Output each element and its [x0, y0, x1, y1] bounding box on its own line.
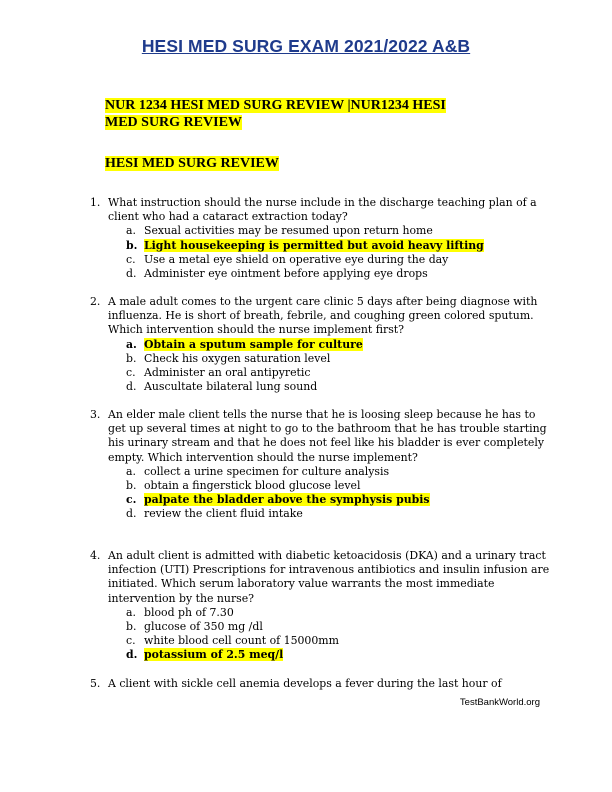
option-text: Sexual activities may be resumed upon return home: [144, 224, 433, 238]
answer-option: [90, 606, 550, 620]
option-letter: c.: [126, 493, 137, 507]
review-heading-line2: MED SURG REVIEW: [105, 114, 242, 130]
answer-option-correct: [90, 239, 550, 253]
option-text: Administer eye ointment before applying eye drops: [144, 267, 428, 281]
answer-option: [90, 253, 550, 267]
question-1: [90, 196, 550, 281]
answer-options: [90, 465, 550, 522]
option-letter: a.: [126, 337, 137, 351]
section-heading: [105, 156, 279, 172]
question-number: 3.: [90, 408, 101, 421]
option-text: potassium of 2.5 meq/l: [144, 648, 284, 662]
option-text: Obtain a sputum sample for culture: [144, 337, 363, 351]
question-number: 4.: [90, 549, 101, 562]
answer-option: [90, 352, 550, 366]
option-text: obtain a fingerstick blood glucose level: [144, 479, 361, 493]
option-letter: b.: [126, 351, 137, 365]
option-text: blood ph of 7.30: [144, 605, 234, 619]
option-letter: a.: [126, 224, 136, 238]
option-text: white blood cell count of 15000mm: [144, 634, 339, 648]
option-letter: b.: [126, 238, 138, 252]
answer-option-correct: [90, 648, 550, 662]
answer-option: [90, 380, 550, 394]
option-text: Check his oxygen saturation level: [144, 351, 331, 365]
answer-options: [90, 606, 550, 663]
question-stem: A male adult comes to the urgent care clinic 5 days after being diagnose with influenza. He is short of breath, febrile, and coughing green colored sputum. Which intervention should the nurse implement first?: [108, 295, 538, 337]
option-text: glucose of 350 mg /dl: [144, 620, 263, 634]
review-heading-line1: NUR 1234 HESI MED SURG REVIEW |NUR1234 HESI: [105, 98, 446, 113]
page-title: HESI MED SURG EXAM 2021/2022 A&B: [141, 36, 471, 56]
answer-option: [90, 479, 550, 493]
question-stem: An elder male client tells the nurse that he is loosing sleep because he has to get up several times at night to go to the bathroom that he has trouble starting his urinary stream and that he does not feel like his bladder is ever completely empty. Which intervention should the nurse implement?: [108, 408, 547, 464]
answer-option: [90, 267, 550, 281]
review-heading: [105, 98, 505, 131]
option-letter: d.: [126, 267, 137, 281]
option-letter: c.: [126, 252, 136, 266]
question-number: 2.: [90, 295, 101, 308]
answer-option: [90, 366, 550, 380]
answer-options: [90, 338, 550, 395]
answer-option: [90, 224, 550, 238]
option-letter: c.: [126, 634, 136, 648]
question-2: [90, 295, 550, 394]
answer-options: [90, 224, 550, 281]
answer-option: [90, 507, 550, 521]
option-text: Auscultate bilateral lung sound: [144, 380, 318, 394]
question-5: [90, 677, 550, 691]
option-letter: a.: [126, 605, 136, 619]
footer-source: TestBankWorld.org: [459, 697, 540, 708]
answer-option-correct: [90, 493, 550, 507]
question-stem: An adult client is admitted with diabetic ketoacidosis (DKA) and a urinary tract infection (UTI) Prescriptions for intravenous antibiotics and insulin infusion are initiated. Which serum laboratory value warrants the most immediate intervention by the nurse?: [108, 549, 550, 605]
answer-option: [90, 634, 550, 648]
option-text: review the client fluid intake: [144, 507, 303, 521]
section-heading-text: HESI MED SURG REVIEW: [105, 156, 279, 171]
option-text: Light housekeeping is permitted but avoid heavy lifting: [144, 238, 484, 252]
answer-option-correct: [90, 338, 550, 352]
question-3: [90, 408, 550, 522]
option-text: collect a urine specimen for culture analysis: [144, 464, 390, 478]
question-stem: A client with sickle cell anemia develops a fever during the last hour of: [108, 677, 502, 690]
option-text: Administer an oral antipyretic: [144, 366, 311, 380]
answer-option: [90, 620, 550, 634]
question-4: [90, 549, 550, 663]
option-letter: d.: [126, 380, 137, 394]
question-stem: What instruction should the nurse include in the discharge teaching plan of a client who had a cataract extraction today?: [108, 196, 537, 224]
option-letter: d.: [126, 648, 138, 662]
answer-option: [90, 465, 550, 479]
option-letter: b.: [126, 620, 137, 634]
option-letter: c.: [126, 366, 136, 380]
option-letter: d.: [126, 507, 137, 521]
option-text: Use a metal eye shield on operative eye during the day: [144, 252, 449, 266]
question-number: 1.: [90, 196, 101, 209]
option-letter: a.: [126, 464, 136, 478]
option-letter: b.: [126, 479, 137, 493]
question-number: 5.: [90, 677, 101, 690]
option-text: palpate the bladder above the symphysis pubis: [144, 493, 430, 507]
